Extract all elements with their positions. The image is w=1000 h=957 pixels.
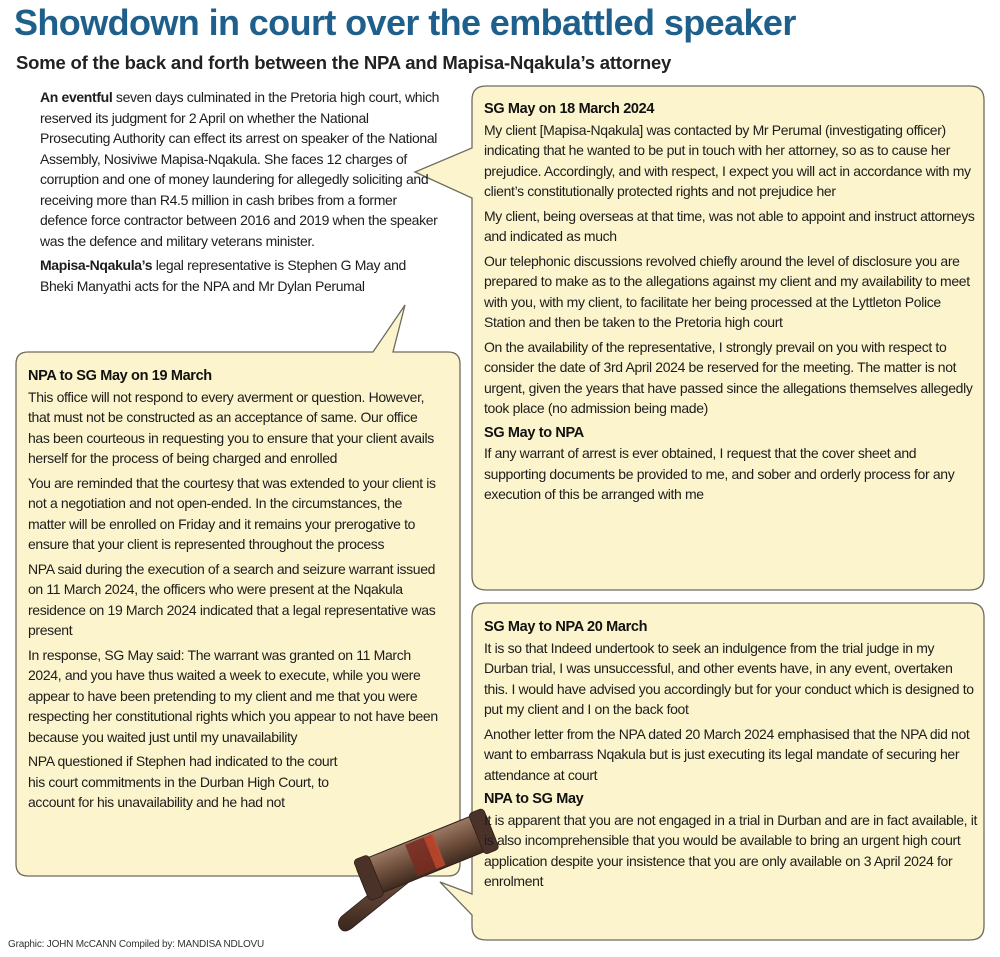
right-bottom-paragraph: It is so that Indeed undertook to seek an indulgence from the trial judge in my Durban trial, I was unsuccessful, and other events have, in any event, overtaken this. I would have advised you accordingly but for your conduct which is designed to put my client and I on the back foot <box>484 639 974 717</box>
right-bottom-heading-2: NPA to SG May <box>484 791 584 807</box>
page-subtitle: Some of the back and forth between the NPA and Mapisa-Nqakula’s attorney <box>16 52 672 73</box>
intro-body-2: legal representative is Stephen G May and Bheki Manyathi acts for the NPA and Mr Dylan Perumal <box>40 257 406 294</box>
right-top-paragraph: Our telephonic discussions revolved chiefly around the level of disclosure you are prepared to make as to the allegations against my client and my availability to meet with you, with my client, to facilitate her being processed at the Lyttleton Police Station and then be taken to the Pretoria high court <box>484 252 970 330</box>
left-box-content <box>28 366 438 817</box>
right-top-heading: SG May on 18 March 2024 <box>484 101 655 117</box>
left-box-heading: NPA to SG May on 19 March <box>28 368 212 384</box>
right-top-paragraph-2: If any warrant of arrest is ever obtained, I request that the cover sheet and supporting documents be provided to me, and sober and orderly process for any execution of this be arranged with me <box>484 445 955 502</box>
credit-line: Graphic: JOHN McCANN Compiled by: MANDISA NDLOVU <box>8 939 265 950</box>
intro-text <box>40 87 440 300</box>
right-top-paragraph: On the availability of the representative, I strongly prevail on you with respect to consider the date of 3rd April 2024 be reserved for the meeting. The matter is not urgent, given the years that have passed since the allegations themselves allegedly took place (no admission being made) <box>484 338 973 416</box>
right-top-paragraph: My client [Mapisa-Nqakula] was contacted by Mr Perumal (investigating officer) indicating that he wanted to be put in touch with her attorney, so as to cause her prejudice. Accordingly, and with respect, I expect you will act in accordance with my client’s constitutionally protected rights and not prejudice her <box>484 121 971 199</box>
right-bottom-paragraph: Another letter from the NPA dated 20 March 2024 emphasised that the NPA did not want to embarrass Nqakula but is just executing its legal mandate of securing her attendance at court <box>484 725 970 783</box>
right-bottom-paragraph-2: It is apparent that you are not engaged in a trial in Durban and are in fact available, it is also incomprehensible that you would be available to bring an urgent high court application despite your insistence that you are only available on 3 April 2024 for enrolment <box>484 811 978 889</box>
right-bottom-heading: SG May to NPA 20 March <box>484 619 648 635</box>
left-box-paragraph: This office will not respond to every averment or question. However, that must not be constructed as an acceptance of same. Our office has been courteous in requesting you to ensure that your client avails herself for the process of being charged and enrolled <box>28 388 434 466</box>
page-title: Showdown in court over the embattled speaker <box>14 2 796 43</box>
right-top-content <box>484 99 979 509</box>
intro-lead-2: Mapisa-Nqakula’s <box>40 257 153 273</box>
left-box-paragraph: You are reminded that the courtesy that was extended to your client is not a negotiation and not open-ended. In the circumstances, the matter will be enrolled on Friday and it remains your prerogative to ensure that your client is represented throughout the process <box>28 474 436 552</box>
left-box-paragraph-last: NPA questioned if Stephen had indicated to the court his court commitments in the Durban High Court, to account for his unavailability and he had not <box>28 753 338 810</box>
right-top-heading-2: SG May to NPA <box>484 424 584 441</box>
left-box-paragraph: NPA said during the execution of a search and seizure warrant issued on 11 March 2024, the officers who were present at the Nqakula residence on 19 March 2024 indicated that a legal representative was present <box>28 560 436 638</box>
intro-body-1: seven days culminated in the Pretoria high court, which reserved its judgment for 2 April on whether the National Prosecuting Authority can effect its arrest on speaker of the National Assembly, Nosiviwe Mapisa-Nqakula. She faces 12 charges of corruption and one of money laundering for allegedly soliciting and receiving more than R4.5 million in cash bribes from a former defence force contractor between 2016 and 2019 when the speaker was the defence and military veterans minister. <box>40 89 440 249</box>
right-top-paragraph: My client, being overseas at that time, was not able to appoint and instruct attorneys and indicated as much <box>484 207 975 244</box>
intro-paragraph-1 <box>40 87 440 251</box>
intro-paragraph-2 <box>40 255 440 296</box>
intro-lead: An eventful <box>40 89 113 105</box>
left-box-paragraph: In response, SG May said: The warrant was granted on 11 March 2024, and you have thus waited a week to execute, while you were appear to have been pretending to my client and me that you were respecting her constitutional rights which you appear to not have been because you waited just until my unavailability <box>28 646 438 745</box>
right-bottom-content <box>484 617 979 896</box>
